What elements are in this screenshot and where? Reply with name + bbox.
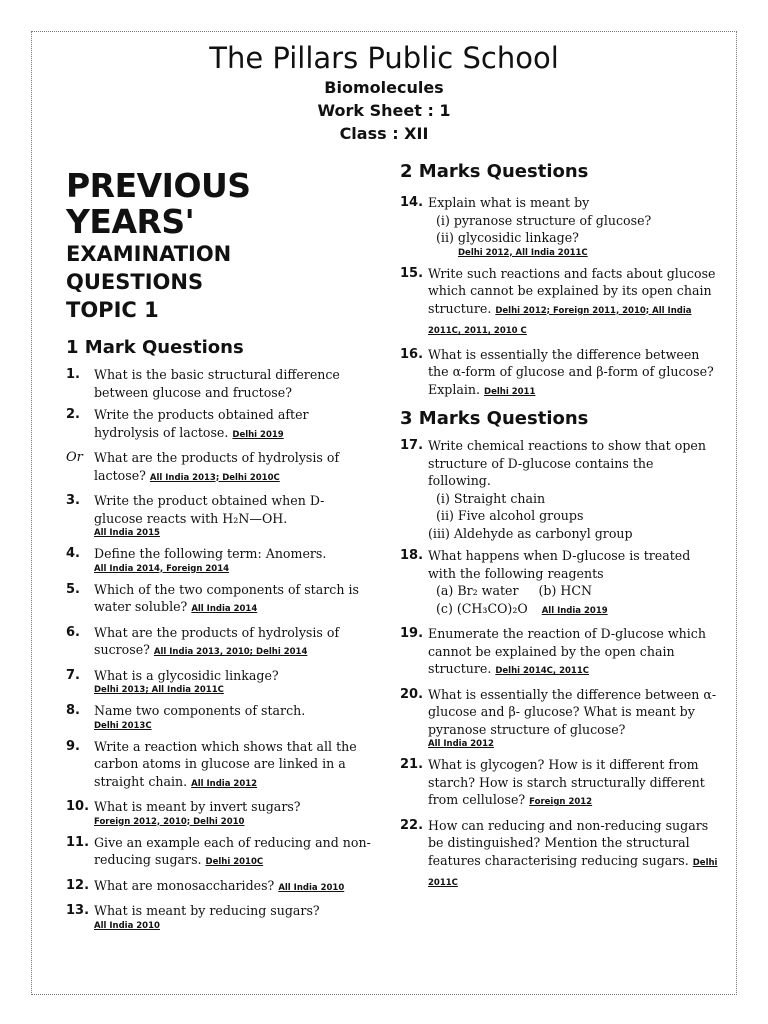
page-header <box>0 40 768 145</box>
exam-reference: All India 2013, 2010; Delhi 2014 <box>153 647 308 657</box>
question-number: 4. <box>66 546 80 561</box>
question-text: What is meant by invert sugars? <box>94 799 301 814</box>
question-option <box>428 600 718 621</box>
question-4 <box>66 545 371 576</box>
question-option: (iii) Aldehyde as carbonyl group <box>428 525 633 541</box>
question-option-text: (c) (CH₃CO)₂O <box>436 600 528 616</box>
question-20 <box>400 686 718 752</box>
topic-heading: TOPIC 1 <box>66 298 159 322</box>
question-text: Name two components of starch. <box>94 703 306 718</box>
question-number: 18. <box>400 548 424 563</box>
question-16 <box>400 346 718 402</box>
exam-reference: Delhi 2013C <box>94 720 152 731</box>
question-number: 5. <box>66 581 80 597</box>
question-text: Write the product obtained when D-glucose reacts with H₂N—OH. <box>94 493 325 526</box>
question-number: 6. <box>66 624 80 640</box>
question-number: 14. <box>400 195 424 210</box>
exam-reference: All India 2013; Delhi 2010C <box>149 472 280 483</box>
question-5 <box>66 581 371 619</box>
exam-reference: Delhi 2013; All India 2011C <box>94 685 224 695</box>
question-option: (ii) Five alcohol groups <box>436 508 584 523</box>
question-option: (i) pyranose structure of glucose? <box>436 212 652 228</box>
question-text: What are the products of hydrolysis of sucrose? <box>94 624 340 657</box>
question-text: What happens when D-glucose is treated with the following reagents <box>428 548 691 581</box>
exam-reference: Delhi 2010C <box>205 857 264 867</box>
question-13 <box>66 902 371 933</box>
question-text: Define the following term: Anomers. <box>94 546 327 561</box>
exam-reference: Delhi 2019 <box>232 429 284 440</box>
question-number: 21. <box>400 757 424 772</box>
exam-reference: All India 2012 <box>191 778 258 789</box>
question-text: Write the products obtained after hydrolysis of lactose. <box>94 407 309 440</box>
question-text: What is the basic structural difference between glucose and fructose? <box>94 367 340 400</box>
question-9 <box>66 738 371 794</box>
previous-years-heading: PREVIOUS YEARS' <box>66 166 251 241</box>
question-number: 7. <box>66 667 80 683</box>
question-2 <box>66 406 371 444</box>
left-column <box>66 160 371 938</box>
question-option: (i) Straight chain <box>436 490 546 506</box>
question-text: How can reducing and non-reducing sugars be distinguished? Mention the structural features characterising reducing sugars. <box>428 817 709 868</box>
question-number: Or <box>66 450 83 465</box>
question-text: Write a reaction which shows that all the carbon atoms in glucose are linked in a straight chain. <box>94 738 357 789</box>
question-or <box>66 449 371 487</box>
three-marks-section-heading: 3 Marks Questions <box>400 408 589 429</box>
question-15 <box>400 265 718 341</box>
question-14 <box>400 194 718 260</box>
exam-reference: All India 2010 <box>278 882 345 893</box>
right-column <box>400 160 718 898</box>
worksheet-number: Work Sheet : 1 <box>317 101 451 120</box>
question-number: 17. <box>400 438 424 453</box>
exam-reference: All India 2014, Foreign 2014 <box>94 563 230 574</box>
question-number: 8. <box>66 703 80 718</box>
subject-title: Biomolecules <box>324 78 444 97</box>
question-number: 13. <box>66 903 90 918</box>
question-text: What is a glycosidic linkage? <box>94 667 279 683</box>
question-number: 15. <box>400 265 424 281</box>
question-19 <box>400 625 718 681</box>
question-3 <box>66 492 371 540</box>
question-10 <box>66 798 371 829</box>
exam-reference: Foreign 2012 <box>529 797 593 807</box>
question-number: 19. <box>400 626 424 641</box>
exam-reference: All India 2014 <box>191 604 258 614</box>
question-6 <box>66 624 371 662</box>
question-11 <box>66 834 371 872</box>
question-number: 10. <box>66 799 90 814</box>
exam-reference: All India 2015 <box>94 528 160 538</box>
question-22 <box>400 817 718 893</box>
exam-reference: Delhi 2011 <box>484 386 536 397</box>
one-mark-section-heading: 1 Mark Questions <box>66 337 244 358</box>
school-name: The Pillars Public School <box>209 41 559 75</box>
question-text: What is meant by reducing sugars? <box>94 903 320 918</box>
question-number: 16. <box>400 346 424 362</box>
question-text: What are the products of hydrolysis of lactose? <box>94 450 340 483</box>
question-text: What is essentially the difference between the α-form of glucose and β-form of glucose? Explain. <box>428 346 714 397</box>
exam-reference: Foreign 2012, 2010; Delhi 2010 <box>94 816 245 827</box>
exam-reference: Delhi 2012, All India 2011C <box>458 247 588 258</box>
question-text: Enumerate the reaction of D-glucose which cannot be explained by the open chain structure. <box>428 626 706 676</box>
question-text: Which of the two components of starch is water soluble? <box>94 581 359 614</box>
question-option: (ii) glycosidic linkage? <box>436 230 579 245</box>
question-number: 22. <box>400 817 424 833</box>
exam-reference: Delhi 2012; Foreign 2011, 2010; All India 2011C, 2011, 2010 C <box>428 305 692 336</box>
question-text: What are monosaccharides? <box>94 877 275 893</box>
exam-reference: All India 2019 <box>541 605 608 616</box>
question-21 <box>400 756 718 812</box>
question-17 <box>400 437 718 542</box>
question-number: 12. <box>66 877 90 893</box>
question-text: Explain what is meant by <box>428 195 590 210</box>
question-number: 3. <box>66 493 80 508</box>
question-7 <box>66 667 371 698</box>
question-number: 1. <box>66 367 80 382</box>
question-text: What is essentially the difference between α- glucose and β- glucose? What is meant by pyranose structure of glucose? <box>428 686 717 737</box>
exam-reference: Delhi 2014C, 2011C <box>495 666 589 676</box>
question-text: Write such reactions and facts about glucose which cannot be explained by its open chain structure. <box>428 265 716 316</box>
question-text: Write chemical reactions to show that open structure of D-glucose contains the following. <box>428 438 706 488</box>
question-number: 11. <box>66 834 90 850</box>
question-12 <box>66 877 371 898</box>
class-label: Class : XII <box>339 124 429 143</box>
question-8 <box>66 702 371 733</box>
exam-reference: Delhi 2011C <box>428 857 718 888</box>
question-number: 20. <box>400 686 424 702</box>
two-marks-section-heading: 2 Marks Questions <box>400 161 589 182</box>
question-text: What is glycogen? How is it different from starch? How is starch structurally different from cellulose? <box>428 757 705 807</box>
exam-reference: All India 2012 <box>428 739 494 749</box>
question-1 <box>66 366 371 401</box>
question-number: 9. <box>66 738 80 754</box>
question-option: (a) Br₂ water (b) HCN <box>436 583 593 598</box>
question-18 <box>400 547 718 620</box>
exam-reference: All India 2010 <box>94 920 160 931</box>
question-text: Give an example each of reducing and non-reducing sugars. <box>94 834 371 867</box>
exam-questions-heading: EXAMINATION QUESTIONS <box>66 242 232 294</box>
question-number: 2. <box>66 407 80 422</box>
